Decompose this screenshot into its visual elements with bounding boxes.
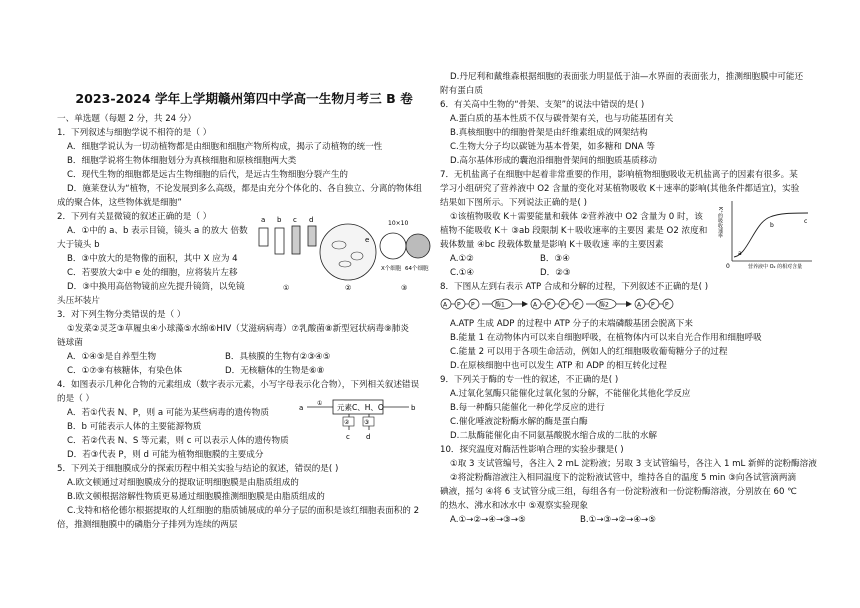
q9-option-a: A.过氧化氢酶只能催化过氧化氢的分解，不能催化其他化学反应: [450, 389, 691, 399]
q7-option-d: D．②③: [540, 268, 571, 278]
q4-option-b: B．b 可能表示人体的主要能源物质: [67, 422, 202, 432]
q1-option-b: B．细胞学说将生物体细胞划分为真核细胞和原核细胞两大类: [67, 156, 297, 166]
fig-label-x-cells: X个细胞: [381, 266, 402, 272]
q7-option-c: C.①④: [450, 268, 475, 278]
q4-option-a: A．若①代表 N、P，则 a 可能为某些病毒的遗传物质: [67, 408, 269, 418]
q10-option-b: B.①→③→②→④→⑤: [580, 515, 656, 525]
chain-a: A: [637, 301, 642, 309]
fig-label-a: a: [299, 404, 304, 412]
fig-label-1: ①: [283, 284, 290, 292]
point-b: b: [770, 222, 774, 229]
q9-option-b: B.每一种酶只能催化一种化学反应的进行: [450, 403, 605, 413]
q7-statements-cont: 载体数量 ④bc 段载体数量是影响 K＋吸收速 率的主要因素: [440, 240, 664, 250]
q4-option-d: D．若③代表 P，则 d 可能为植物细胞膜的主要成分: [67, 450, 264, 460]
q3-option-c: C．①⑦⑨有核糖体，有染色体: [67, 366, 183, 376]
q8-stem: 8．下图从左到右表示 ATP 合成和分解的过程，下列叙述不正确的是( ): [440, 282, 709, 292]
fig-label-c: c: [346, 433, 350, 441]
atp-middle: [531, 299, 583, 309]
lens-b-shape: [275, 228, 284, 254]
chain-p: P: [651, 301, 655, 309]
point-c: c: [804, 218, 808, 225]
q8-option-d: D.在原核细胞中也可以发生 ATP 和 ADP 的相互转化过程: [450, 361, 667, 371]
q5-stem: 5．下列关于细胞膜成分的探索历程中相关实验与结论的叙述，错误的是( ): [57, 464, 339, 474]
small-field-shape: [380, 233, 406, 259]
q8-option-b: B.能量 1 在动物体内可以来自细胞呼吸，在植物体内可以来自光合作用和细胞呼吸: [450, 333, 762, 343]
fig-label-b: b: [277, 216, 282, 224]
fig-label-2: ②: [344, 419, 350, 426]
q4-stem-cont: 的是（ ）: [57, 394, 95, 404]
q2-option-d: D．③中换用高倍物镜前应先提升镜筒，以免镜: [67, 282, 245, 292]
q2-option-a-cont: 大于镜头 b: [57, 240, 100, 250]
x-axis-label: 营养液中 O₂ 的相对含量: [748, 264, 803, 270]
q8-option-c: C.能量 2 可以用于各项生命活动，例如人的红细胞吸收葡萄糖分子的过程: [450, 347, 728, 357]
k-uptake-graph: [718, 195, 818, 277]
chain-p: P: [457, 301, 461, 309]
q10-steps: ①取 3 支试管编号，各注入 2 mL 淀粉液；另取 3 支试管编号，各注入 1 mL 新鲜的淀粉酶溶液: [450, 459, 817, 469]
q10-steps-cont: ②将淀粉酶溶液注入相同温度下的淀粉液试管中，维持各自的温度 5 min ③向各试管滴两滴: [450, 473, 797, 483]
point-a: a: [738, 250, 742, 257]
lens-c-shape: [292, 226, 300, 254]
q7-statements: ①该植物吸收 K＋需要能量和载体 ②营养液中 O2 含量为 0 时，该: [450, 212, 703, 222]
q10-steps-cont: 碘液，摇匀 ④将 6 支试管分成三组，每组各有一份淀粉液和一份淀粉酶溶液，分别放在 60 ℃: [440, 487, 797, 497]
q7-option-b: B．③④: [540, 254, 570, 264]
q2-stem: 2．下列有关显微镜的叙述正确的是（ ）: [57, 212, 212, 222]
q3-list: ①发菜②灵芝③草履虫④小球藻⑤水绵⑥HIV（艾滋病病毒）⑦乳酸菌⑧新型冠状病毒⑨肺炎: [67, 324, 410, 334]
chain-p: P: [665, 301, 669, 309]
q1-option-d-cont: 成的聚合体，这些物体就是细胞”: [57, 198, 182, 208]
q2-option-b: B．③中放大的是物像的面积，其中 X 应为 4: [67, 254, 238, 264]
q1-option-a: A．细胞学说认为一切动植物都是由细胞和细胞产物所构成，揭示了动植物的统一性: [67, 142, 383, 152]
atp-cycle-figure: [440, 296, 710, 312]
q1-option-c: C．现代生物的细胞都是远古生物细胞的后代，是远古生物细胞分裂产生的: [67, 170, 349, 180]
q9-stem: 9．下列关于酶的专一性的叙述，不正确的是( ): [440, 375, 619, 385]
fig-label-a: a: [261, 216, 266, 224]
fig-label-magnification: 10×10: [388, 220, 409, 227]
origin-label: 0: [726, 263, 730, 270]
q2-option-d-cont: 头压坏装片: [57, 296, 100, 306]
q7-stem-cont: 学习小组研究了营养液中 O2 含量的变化对某植物吸收 K＋速率的影响(其他条件都适宜)，实验: [440, 184, 800, 194]
q10-option-a: A.①→②→④→③→⑤: [450, 515, 526, 525]
q10-steps-cont: 的热水、沸水和冰水中 ⑤观察实验现象: [440, 501, 588, 511]
q3-option-d: D．无核糖体的生物是⑥⑧: [225, 366, 325, 376]
q6-stem: 6．有关高中生物的“骨架、支架”的说法中错误的是( ): [440, 100, 645, 110]
q5-option-c: C.戈特和格伦德尔根据提取的人红细胞的脂质铺展成的单分子层的面积是该红细胞表面积的 2: [67, 506, 420, 516]
uptake-curve: [734, 213, 808, 257]
fig-label-d: d: [366, 433, 371, 441]
q3-list-cont: 链球菌: [57, 338, 83, 348]
q3-stem: 3．对下列生物分类错误的是（ ）: [57, 310, 186, 320]
q2-option-a: A．①中的 a、b 表示目镜，镜头 a 的放大 倍数: [67, 226, 248, 236]
q7-stem-cont: 结果如下图所示。下列说法正确的是( ): [440, 198, 587, 208]
chain-a: A: [443, 301, 448, 309]
fig-label-d: d: [309, 216, 314, 224]
field-view-shape: [320, 224, 376, 280]
q5-option-a: A.欧文顿通过对细胞膜成分的提取证明细胞膜是由脂质组成的: [67, 478, 299, 488]
adp-right: [635, 299, 673, 309]
q5-option-b: B.欧文顿根据溶解性物质更易通过细胞膜推测细胞膜是由脂质组成的: [67, 492, 325, 502]
q5-option-d-cont: 附有蛋白质: [440, 86, 483, 96]
q1-option-d: D．施莱登认为“植物，不论发展到多么高级，都是由充分个体化的、各自独立、分离的物体组: [67, 184, 422, 194]
q5-option-c-cont: 倍，推测细胞膜中的磷脂分子排列为连续的两层: [57, 520, 238, 530]
q3-option-b: B．具核膜的生物有②③④⑤: [225, 352, 331, 362]
q6-option-d: D.高尔基体形成的囊泡沿细胞骨架间的细胞质基质移动: [450, 156, 658, 166]
chain-p: P: [575, 301, 579, 309]
fig-label-2: ②: [345, 284, 352, 292]
q9-option-c: C.催化唾液淀粉酶水解的酶是蛋白酶: [450, 417, 588, 427]
q4-stem: 4．如图表示几种化合物的元素组成（数字表示元素，小写字母表示化合物），下列相关叙述错误: [57, 380, 420, 390]
fig-label-e: e: [365, 236, 370, 244]
q7-stem: 7．无机盐离子在细胞中起着非常重要的作用，影响植物细胞吸收无机盐离子的因素有很多。某: [440, 170, 798, 180]
lens-a-shape: [259, 228, 268, 246]
chain-a: A: [533, 301, 538, 309]
arrow-head: [626, 301, 632, 307]
section-heading: 一、单选题（每题 2 分，共 24 分）: [57, 114, 197, 124]
page-title: 2023-2024 学年上学期赣州第四中学高一生物月考三 B 卷: [75, 91, 413, 106]
enzyme1-label: 酶1: [495, 301, 505, 309]
fig-center-label: 元素C、H、O: [337, 403, 384, 412]
arrow-head: [522, 301, 528, 307]
fig-label-64-cells: 64个细胞: [405, 266, 429, 272]
q6-option-c: C.生物大分子均以碳链为基本骨架，如多糖和 DNA 等: [450, 142, 655, 152]
fig-label-1: ①: [317, 400, 323, 407]
q3-option-a: A．①④⑤是自养型生物: [67, 352, 157, 362]
q6-option-a: A.蛋白质的基本性质不仅与碳骨架有关，也与功能基团有关: [450, 114, 674, 124]
chain-p: P: [547, 301, 551, 309]
enzyme2-label: 酶2: [599, 301, 609, 309]
q9-option-d: D.二肽酶能催化由不同氨基酸脱水缩合成的二肽的水解: [450, 431, 658, 441]
q8-option-a: A.ATP 生成 ADP 的过程中 ATP 分子的末端磷酸基团会脱离下来: [450, 319, 693, 329]
q7-statements-cont: 植物不能吸收 K＋ ③ab 段限制 K＋吸收速率的主要因 素是 O2 浓度和: [440, 226, 708, 236]
q10-stem: 10．探究温度对酶活性影响合理的实验步骤是( ): [440, 445, 624, 455]
lens-d-shape: [308, 226, 316, 246]
fig-label-b: b: [411, 404, 416, 412]
adp-left: [441, 299, 479, 309]
q5-option-d: D.丹尼利和戴维森根据细胞的表面张力明显低于油—水界面的表面张力，推测细胞膜中可能还: [450, 72, 804, 82]
fig-label-3: ③: [364, 419, 370, 426]
microscope-figure: [253, 212, 431, 294]
q7-option-a: A.①②: [450, 254, 474, 264]
chain-p: P: [561, 301, 565, 309]
chain-p: P: [471, 301, 475, 309]
fig-label-3: ③: [401, 284, 408, 292]
q1-stem: 1．下列叙述与细胞学说不相符的是（ ）: [57, 128, 212, 138]
dense-field-shape: [406, 234, 430, 258]
element-composition-figure: [297, 398, 427, 442]
q6-option-b: B.真核细胞中的细胞骨架是由纤维素组成的网架结构: [450, 128, 648, 138]
y-axis-label: K⁺的吸收速率: [717, 207, 723, 238]
q2-option-c: C．若要放大②中 e 处的细胞，应将装片左移: [67, 268, 238, 278]
q4-option-c: C．若②代表 N、S 等元素，则 c 可以表示人体的遗传物质: [67, 436, 289, 446]
fig-label-c: c: [293, 216, 297, 224]
